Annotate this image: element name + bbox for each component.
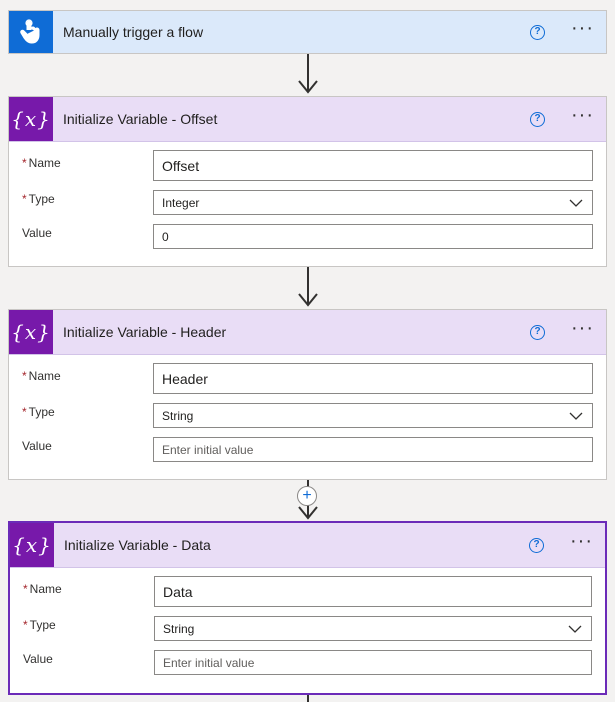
chevron-down-icon xyxy=(569,196,583,210)
connector-arrow-icon xyxy=(298,80,318,94)
more-options-icon[interactable]: ··· xyxy=(571,104,594,126)
trigger-header[interactable] xyxy=(9,11,606,53)
step-card-data[interactable] xyxy=(8,521,607,695)
type-dropdown[interactable] xyxy=(153,403,593,428)
name-field[interactable]: Header xyxy=(153,363,593,394)
help-circle-icon[interactable]: ? xyxy=(530,112,545,127)
value-label: Value xyxy=(22,226,52,240)
variable-braces-icon: {x} xyxy=(9,310,53,354)
type-dropdown[interactable] xyxy=(154,616,592,641)
name-label: * Name xyxy=(22,156,61,170)
step-header[interactable] xyxy=(10,523,605,568)
required-marker: * xyxy=(22,192,27,206)
variable-braces-icon: {x} xyxy=(9,97,53,141)
type-label: * Type xyxy=(23,618,56,632)
chevron-down-icon xyxy=(569,409,583,423)
required-marker: * xyxy=(22,369,27,383)
name-row xyxy=(22,150,593,184)
help-circle-icon[interactable]: ? xyxy=(530,325,545,340)
value-row xyxy=(22,433,593,467)
type-row xyxy=(22,399,593,433)
type-value: Integer xyxy=(162,195,200,210)
step-card-header[interactable] xyxy=(8,309,607,480)
type-value: String xyxy=(163,621,195,636)
type-value: String xyxy=(162,408,194,423)
name-label: * Name xyxy=(22,369,61,383)
add-step-plus-icon[interactable]: + xyxy=(297,486,317,506)
value-row xyxy=(23,646,592,680)
help-circle-icon[interactable]: ? xyxy=(529,538,544,553)
connector-arrow-icon xyxy=(298,506,318,520)
connector-line xyxy=(307,695,309,702)
step-title: Initialize Variable - Data xyxy=(64,537,211,553)
value-label: Value xyxy=(22,439,52,453)
name-field[interactable]: Data xyxy=(154,576,592,607)
trigger-card[interactable] xyxy=(8,10,607,54)
required-marker: * xyxy=(23,582,28,596)
type-label: * Type xyxy=(22,192,55,206)
more-options-icon[interactable]: ··· xyxy=(571,317,594,339)
required-marker: * xyxy=(23,618,28,632)
step-header[interactable] xyxy=(9,310,606,355)
value-row xyxy=(22,220,593,254)
value-field[interactable]: 0 xyxy=(153,224,593,249)
more-options-icon[interactable]: ··· xyxy=(571,17,594,39)
connector-arrow-icon xyxy=(298,293,318,307)
required-marker: * xyxy=(22,405,27,419)
type-row xyxy=(23,612,592,646)
value-field[interactable]: Enter initial value xyxy=(154,650,592,675)
help-circle-icon[interactable]: ? xyxy=(530,25,545,40)
value-label: Value xyxy=(23,652,53,666)
step-card-offset[interactable] xyxy=(8,96,607,267)
name-row xyxy=(22,363,593,397)
type-label: * Type xyxy=(22,405,55,419)
step-title: Initialize Variable - Offset xyxy=(63,111,218,127)
step-header[interactable] xyxy=(9,97,606,142)
chevron-down-icon xyxy=(568,622,582,636)
more-options-icon[interactable]: ··· xyxy=(570,530,593,552)
required-marker: * xyxy=(22,156,27,170)
name-label: * Name xyxy=(23,582,62,596)
name-field[interactable]: Offset xyxy=(153,150,593,181)
type-row xyxy=(22,186,593,220)
touch-hand-icon xyxy=(9,11,53,53)
type-dropdown[interactable] xyxy=(153,190,593,215)
trigger-title: Manually trigger a flow xyxy=(63,24,204,40)
name-row xyxy=(23,576,592,610)
step-title: Initialize Variable - Header xyxy=(63,324,227,340)
variable-braces-icon: {x} xyxy=(10,523,54,567)
value-field[interactable]: Enter initial value xyxy=(153,437,593,462)
